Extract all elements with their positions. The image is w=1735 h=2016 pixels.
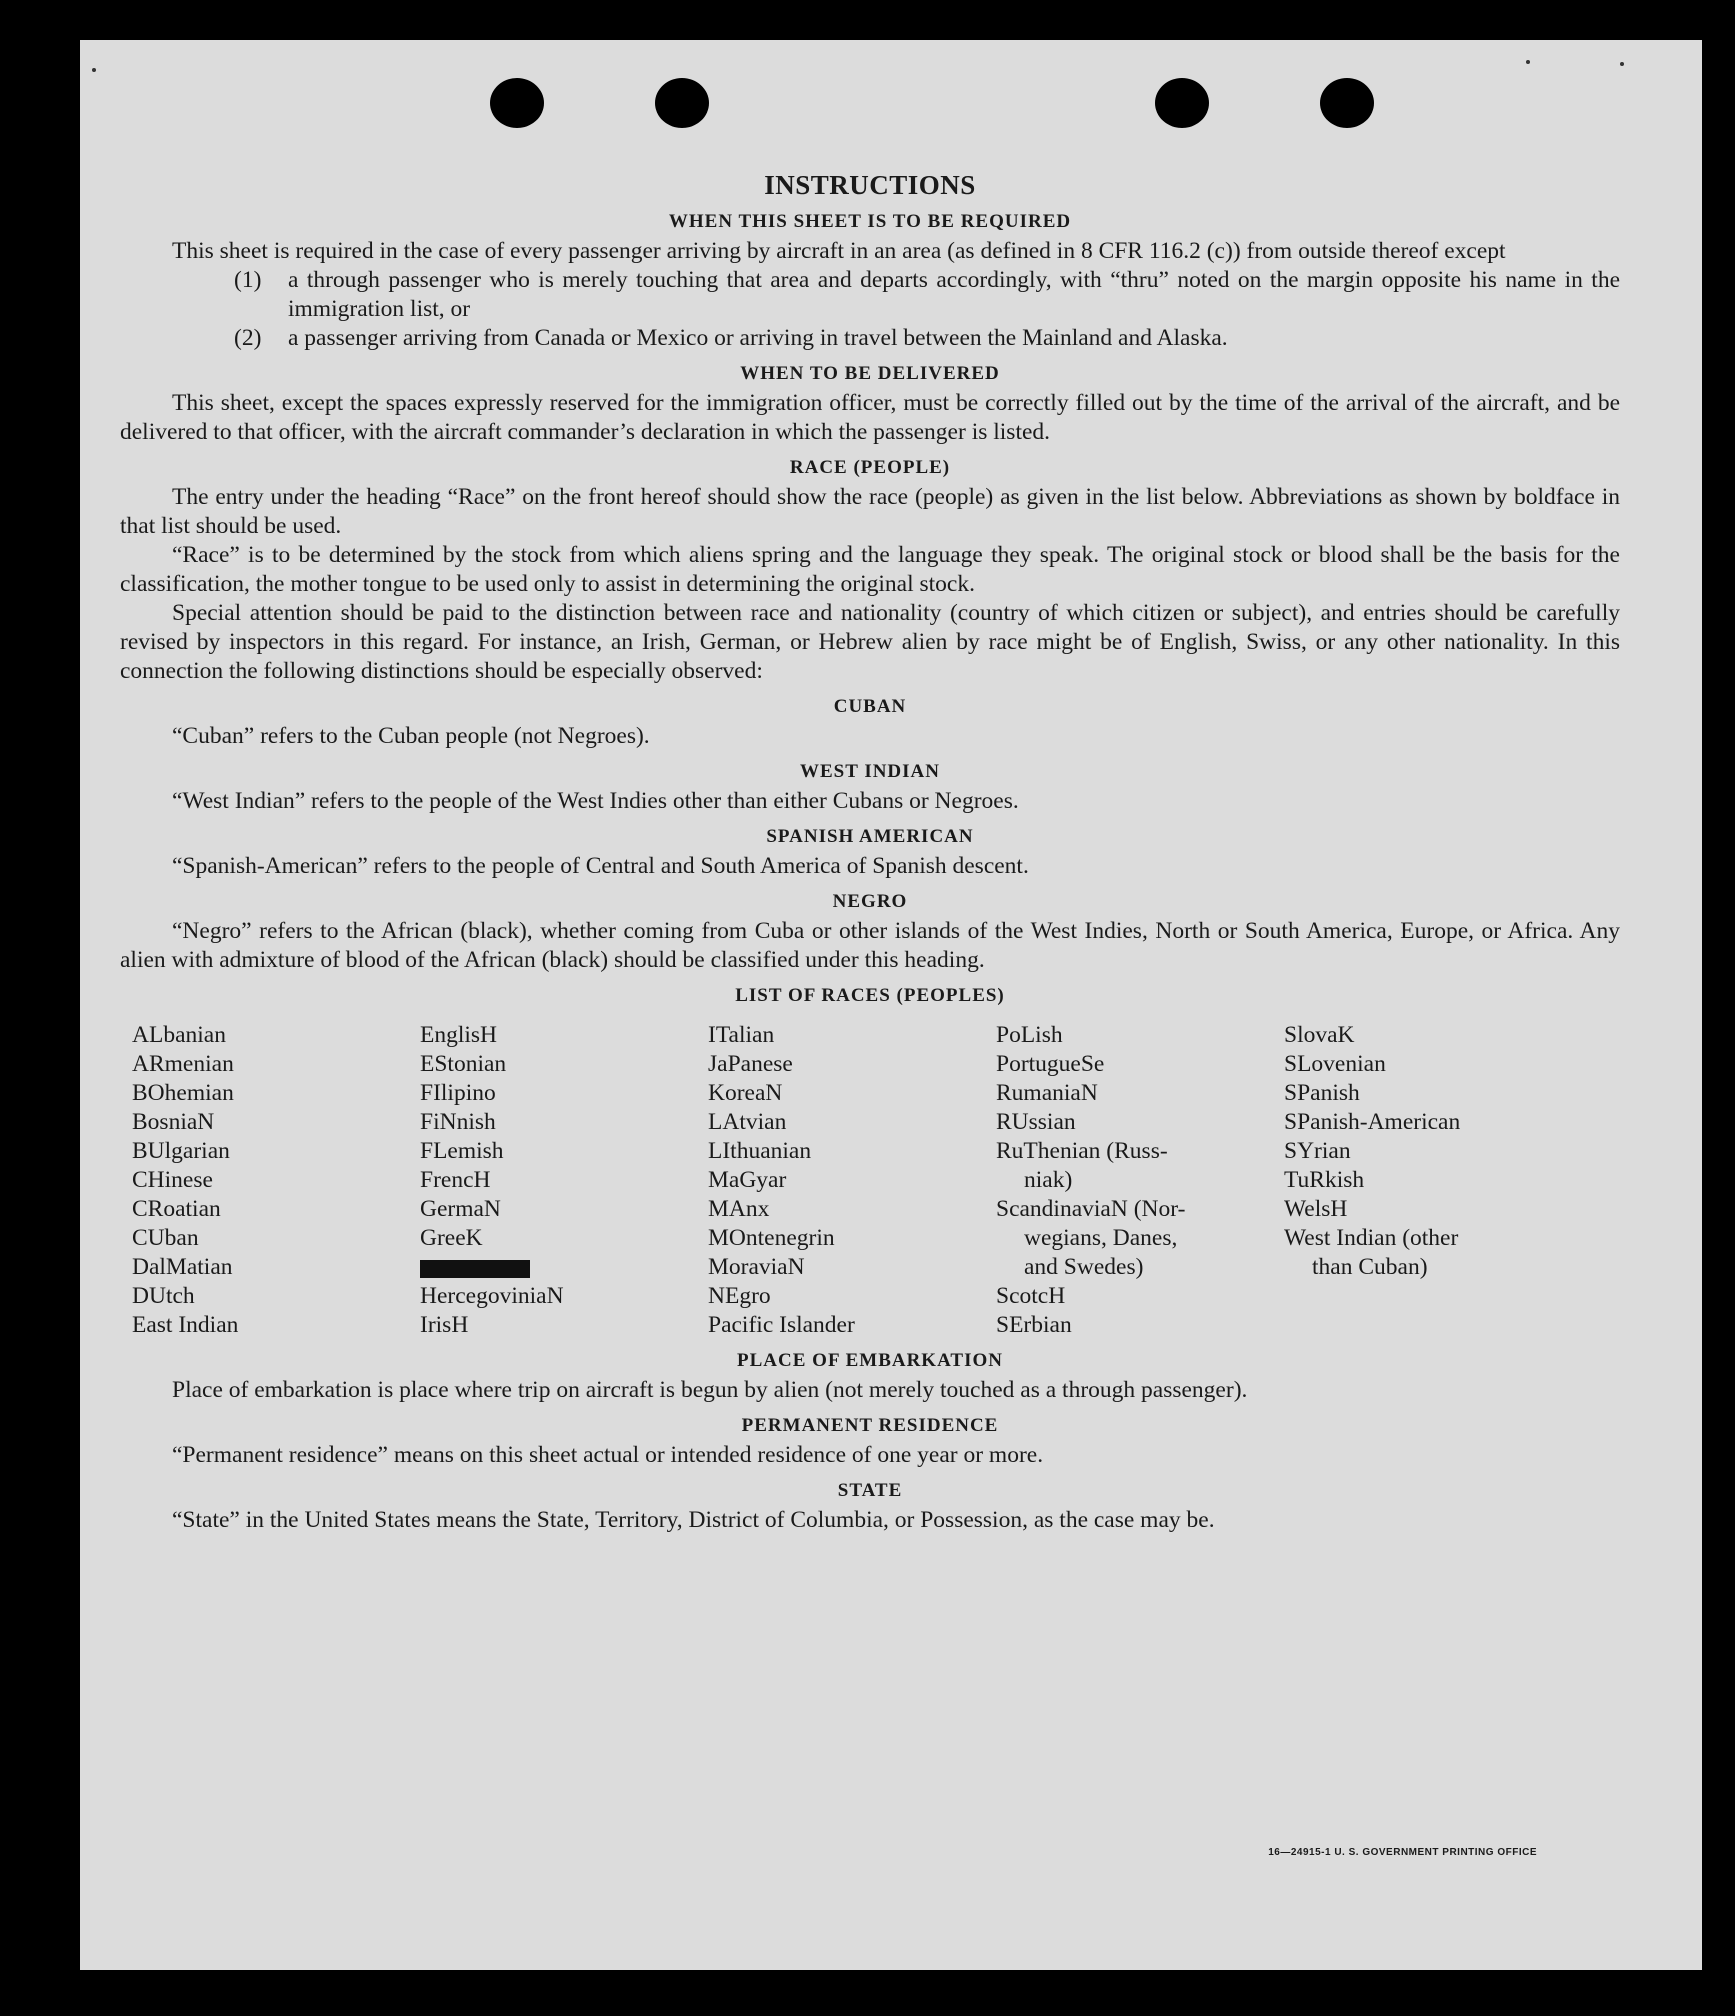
race-entry: ITalian bbox=[708, 1022, 775, 1048]
race-entry: LIthuanian bbox=[708, 1138, 812, 1164]
race-entry-continued: and Swedes) bbox=[1024, 1254, 1144, 1280]
printing-office-code: 16—24915-1 U. S. GOVERNMENT PRINTING OFFICE bbox=[1268, 1847, 1537, 1858]
required-item bbox=[234, 266, 1620, 324]
state-text: “State” in the United States means the State, Territory, District of Columbia, or Possession, as the case may be. bbox=[172, 1507, 1215, 1533]
section-heading-spanish-american: SPANISH AMERICAN bbox=[766, 826, 974, 847]
race-entry-continued: niak) bbox=[1024, 1167, 1073, 1193]
delivered-text: This sheet, except the spaces expressly reserved for the immigration officer, must be correctly filled out by the time of the arrival of the aircraft, and be delivered to that officer, with the aircraft commander’s declaration in which the passenger is listed. bbox=[120, 390, 1620, 445]
race-entry: PortugueSe bbox=[996, 1051, 1105, 1077]
race-entry: Pacific Islander bbox=[708, 1312, 855, 1338]
race-paragraph-1: The entry under the heading “Race” on the front hereof should show the race (people) as given in the list below. Abbreviations as shown by boldface in that list should be used. bbox=[120, 484, 1620, 539]
race-entry-continued: than Cuban) bbox=[1312, 1254, 1428, 1280]
embarkation-text: Place of embarkation is place where trip on aircraft is begun by alien (not merely touched as a through passenger). bbox=[172, 1377, 1248, 1403]
race-entry: FLemish bbox=[420, 1138, 504, 1164]
race-paragraph-2: “Race” is to be determined by the stock from which aliens spring and the language they speak. The original stock or blood shall be the basis for the classification, the mother tongue to be used only to assist in determining the original stock. bbox=[120, 542, 1620, 597]
race-entry: BUlgarian bbox=[132, 1138, 230, 1164]
residence-text: “Permanent residence” means on this sheet actual or intended residence of one year or more. bbox=[172, 1442, 1044, 1468]
race-entry: BOhemian bbox=[132, 1080, 234, 1106]
race-entry: CRoatian bbox=[132, 1196, 221, 1222]
section-heading-residence: PERMANENT RESIDENCE bbox=[741, 1415, 999, 1436]
race-entry: DUtch bbox=[132, 1283, 195, 1309]
race-entry: ARmenian bbox=[132, 1051, 234, 1077]
race-entry: KoreaN bbox=[708, 1080, 783, 1106]
race-entry: RuThenian (Russ- bbox=[996, 1138, 1168, 1164]
race-entry: JaPanese bbox=[708, 1051, 793, 1077]
section-heading-west-indian: WEST INDIAN bbox=[800, 761, 940, 782]
section-heading-race: RACE (PEOPLE) bbox=[789, 457, 951, 478]
race-entry: SErbian bbox=[996, 1312, 1072, 1338]
section-heading-required: WHEN THIS SHEET IS TO BE REQUIRED bbox=[668, 211, 1072, 232]
race-entry: SPanish bbox=[1284, 1080, 1360, 1106]
cuban-text: “Cuban” refers to the Cuban people (not Negroes). bbox=[172, 723, 650, 749]
punch-hole bbox=[1320, 78, 1374, 128]
race-entry: MAnx bbox=[708, 1196, 770, 1222]
race-entry: NEgro bbox=[708, 1283, 771, 1309]
race-entry: RUssian bbox=[996, 1109, 1076, 1135]
race-entry: LAtvian bbox=[708, 1109, 787, 1135]
required-text: This sheet is required in the case of every passenger arriving by aircraft in an area (as defined in 8 CFR 116.2 (c)) from outside thereof except bbox=[172, 238, 1506, 264]
section-heading-delivered: WHEN TO BE DELIVERED bbox=[740, 363, 1000, 384]
race-entry: MoraviaN bbox=[708, 1254, 805, 1280]
race-entry: ScandinaviaN (Nor- bbox=[996, 1196, 1186, 1222]
speck bbox=[92, 68, 96, 72]
race-entry: GreeK bbox=[420, 1225, 483, 1251]
race-entry: BosniaN bbox=[132, 1109, 215, 1135]
section-heading-embarkation: PLACE OF EMBARKATION bbox=[737, 1350, 1003, 1371]
section-heading-race-list: LIST OF RACES (PEOPLES) bbox=[735, 985, 1005, 1006]
race-entry: ALbanian bbox=[132, 1022, 226, 1048]
race-column-5 bbox=[1284, 1021, 1572, 1340]
race-entry: East Indian bbox=[132, 1312, 239, 1338]
race-entry: CHinese bbox=[132, 1167, 213, 1193]
race-entry-continued: wegians, Danes, bbox=[1024, 1225, 1178, 1251]
item-text: a through passenger who is merely touching that area and departs accordingly, with “thru” noted on the margin opposite his name in the immigration list, or bbox=[288, 267, 1620, 322]
race-entry: TuRkish bbox=[1284, 1167, 1365, 1193]
spanish-american-text: “Spanish-American” refers to the people of Central and South America of Spanish descent. bbox=[172, 853, 1029, 879]
negro-text: “Negro” refers to the African (black), whether coming from Cuba or other islands of the West Indies, North or South America, Europe, or Africa. Any alien with admixture of blood of the African (black) should be classified under this heading. bbox=[120, 918, 1620, 973]
race-entry: IrisH bbox=[420, 1312, 469, 1338]
speck bbox=[1526, 60, 1530, 64]
race-entry: WelsH bbox=[1284, 1196, 1348, 1222]
race-entry: FIlipino bbox=[420, 1080, 496, 1106]
race-entry: FrencH bbox=[420, 1167, 491, 1193]
section-heading-state: STATE bbox=[837, 1480, 903, 1501]
punch-hole bbox=[1155, 78, 1209, 128]
race-entry: FiNnish bbox=[420, 1109, 496, 1135]
punch-hole bbox=[655, 78, 709, 128]
race-entry: EnglisH bbox=[420, 1022, 498, 1048]
race-entry: MaGyar bbox=[708, 1167, 787, 1193]
speck bbox=[1620, 62, 1624, 66]
race-entry: SlovaK bbox=[1284, 1022, 1355, 1048]
punch-hole bbox=[490, 78, 544, 128]
west-indian-text: “West Indian” refers to the people of the West Indies other than either Cubans or Negroes. bbox=[172, 788, 1019, 814]
race-column-4 bbox=[996, 1021, 1284, 1340]
required-item bbox=[234, 324, 1620, 353]
race-paragraph-3: Special attention should be paid to the distinction between race and nationality (country of which citizen or subject), and entries should be carefully revised by inspectors in this regard. For instance, an Irish, German, or Hebrew alien by race might be of English, Swiss, or any other nationality. In this connection the following distinctions should be especially observed: bbox=[120, 600, 1620, 684]
section-heading-negro: NEGRO bbox=[832, 891, 908, 912]
race-entry: RumaniaN bbox=[996, 1080, 1098, 1106]
race-list bbox=[132, 1021, 1620, 1340]
instruction-sheet bbox=[80, 40, 1702, 1970]
race-entry: HercegoviniaN bbox=[420, 1283, 564, 1309]
item-number: (1) bbox=[234, 267, 262, 293]
race-column-1 bbox=[132, 1021, 420, 1340]
race-entry: West Indian (other bbox=[1284, 1225, 1459, 1251]
item-text: a passenger arriving from Canada or Mexico or arriving in travel between the Mainland and Alaska. bbox=[288, 325, 1228, 351]
race-entry: PoLish bbox=[996, 1022, 1063, 1048]
race-entry: SLovenian bbox=[1284, 1051, 1386, 1077]
race-column-3 bbox=[708, 1021, 996, 1340]
race-entry: SYrian bbox=[1284, 1138, 1351, 1164]
section-heading-cuban: CUBAN bbox=[833, 696, 907, 717]
race-entry: CUban bbox=[132, 1225, 199, 1251]
item-number: (2) bbox=[234, 325, 262, 351]
page-title: INSTRUCTIONS bbox=[764, 170, 976, 200]
race-column-2 bbox=[420, 1021, 708, 1340]
race-entry: ScotcH bbox=[996, 1283, 1066, 1309]
race-entry: GermaN bbox=[420, 1196, 501, 1222]
race-entry: MOntenegrin bbox=[708, 1225, 835, 1251]
redaction-mark bbox=[420, 1260, 530, 1278]
race-entry: EStonian bbox=[420, 1051, 507, 1077]
race-entry: DalMatian bbox=[132, 1254, 233, 1280]
race-entry: SPanish-American bbox=[1284, 1109, 1461, 1135]
redacted-entry bbox=[420, 1253, 708, 1282]
